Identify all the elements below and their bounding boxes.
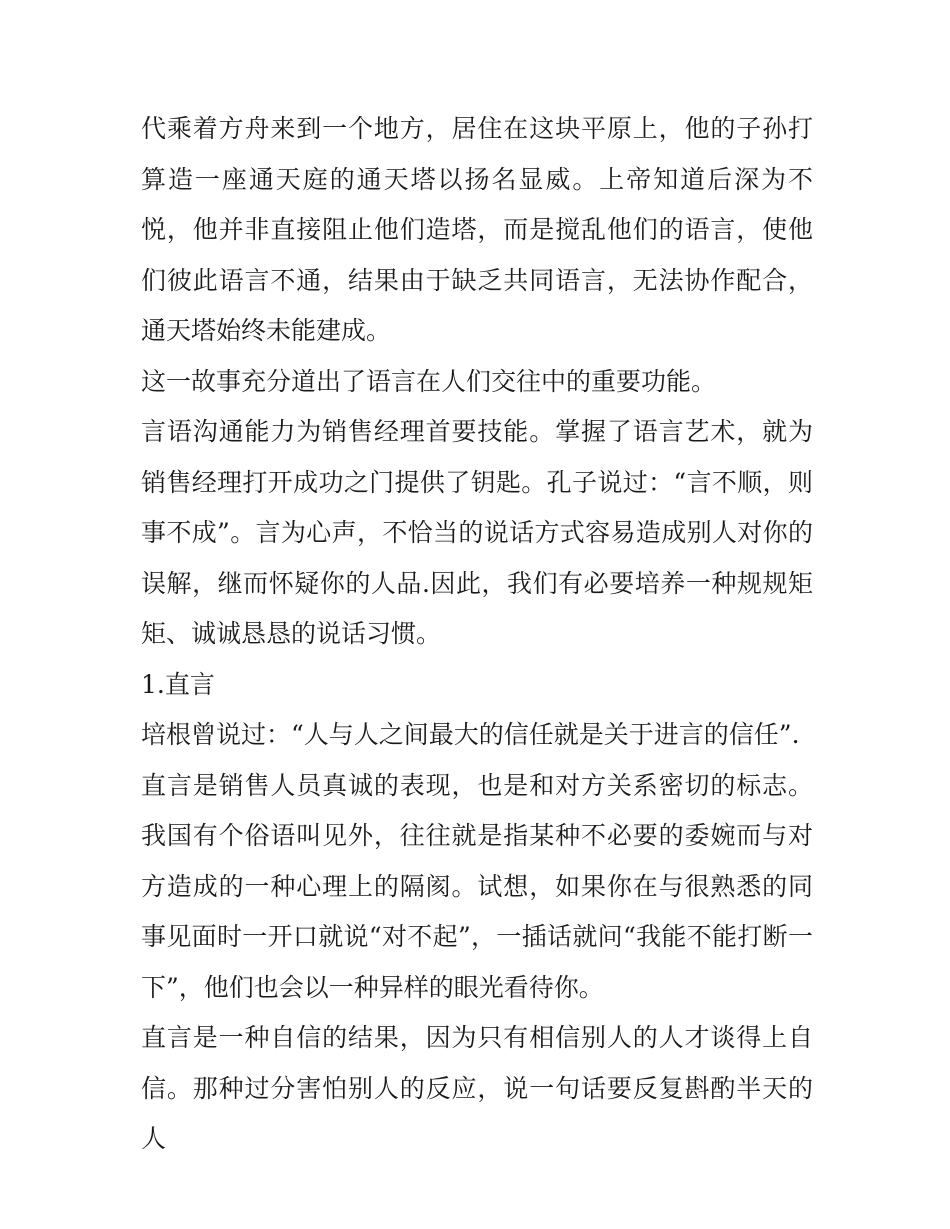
section-heading-direct-speech: 1.直言: [141, 669, 215, 699]
paragraph-language-function: 这一故事充分道出了语言在人们交往中的重要功能。: [141, 366, 717, 396]
paragraph-bacon-quote: 培根曾说过：“人与人之间最大的信任就是关于进言的信任”.: [141, 720, 800, 749]
paragraph-direct-speech-confidence: 直言是一种自信的结果，因为只有相信别人的人才谈得上自信。那种过分害怕别人的反应，说一句话要反复斟酌半天的人: [141, 1023, 813, 1153]
paragraph-communication-skill: 言语沟通能力为销售经理首要技能。掌握了语言艺术，就为销售经理打开成功之门提供了钥匙。孔子说过：“言不顺，则事不成”。言为心声，不恰当的说话方式容易造成别人对你的误解，继而怀疑你的人品.因此，我们有必要培养一种规规矩矩、诚诚恳恳的说话习惯。: [141, 417, 813, 648]
paragraph-direct-speech-sincerity: 直言是销售人员真诚的表现，也是和对方关系密切的标志。我国有个俗语叫见外，往往就是指某种不必要的委婉而与对方造成的一种心理上的隔阂。试想，如果你在与很熟悉的同事见面时一开口就说“对不起”，一插话就问“我能不能打断一下”，他们也会以一种异样的眼光看待你。: [141, 770, 813, 1002]
paragraph-babel-story: 代乘着方舟来到一个地方，居住在这块平原上，他的子孙打算造一座通天庭的通天塔以扬名显威。上帝知道后深为不悦，他并非直接阻止他们造塔，而是搅乱他们的语言，使他们彼此语言不通，结果由于缺乏共同语言，无法协作配合，通天塔始终未能建成。: [141, 114, 813, 345]
document-body: [141, 104, 813, 1165]
